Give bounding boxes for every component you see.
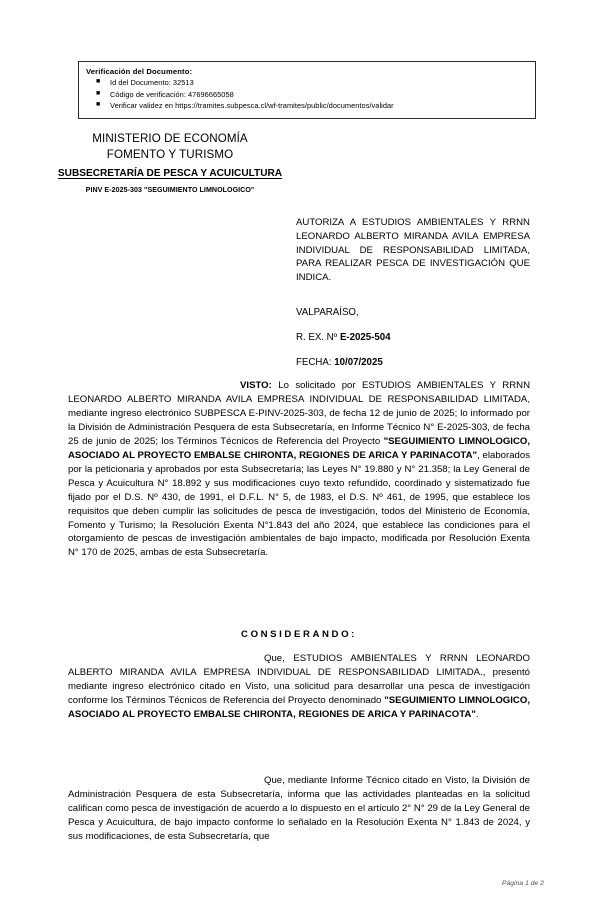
ministry-line-1: MINISTERIO DE ECONOMÍA: [92, 132, 248, 145]
visto-heading: VISTO:: [240, 380, 272, 391]
considerando-heading: CONSIDERANDO:: [241, 629, 357, 640]
visto-text-part-2: , elaborados por la peticionaria y aprobados por esta Subsecretaría; las Leyes N° 19.880 y N° 21.358; la Ley General de Pesca y Acuicultura N° 18.892 y sus modificaciones cuyo texto refundido, coordinado y sistematizado fue fijado por el D.S. Nº 430, de 1991, el D.F.L. N° 5, de 1983, el D.S. Nº 461, de 1995, que establece los requisitos que deben cumplir las solicitudes de pesca de investigación, todos del Ministerio de Economía, Fomento y Turismo; la Resolución Exenta N°1.843 del año 2024, que establece las condiciones para el otorgamiento de pescas de investigación ambientales de bajo impacto, modificada por Resolución Exenta N° 170 de 2025, ambas de esta Subsecretaría.: [68, 449, 530, 559]
place-line: VALPARAÍSO,: [296, 307, 359, 318]
resolution-subject: AUTORIZA A ESTUDIOS AMBIENTALES Y RRNN LEONARDO ALBERTO MIRANDA AVILA EMPRESA INDIVIDUAL DE RESPONSABILIDAD LIMITADA, PARA REALIZAR PESCA DE INVESTIGACIÓN QUE INDICA.: [296, 217, 530, 284]
resolution-number-line: [296, 331, 534, 345]
resolution-number-value: E-2025-504: [339, 332, 391, 344]
ministry-line-2: FOMENTO Y TURISMO: [106, 147, 234, 161]
visto-project-title: "SEGUIMIENTO LIMNOLOGICO, ASOCIADO AL PROYECTO EMBALSE CHIRONTA, REGIONES DE ARICA Y PARINACOTA": [68, 435, 531, 461]
verification-item-code: [86, 89, 531, 100]
subsecretaria-title: SUBSECRETARÍA DE PESCA Y ACUICULTURA: [57, 168, 283, 180]
project-code-reference: PINV E-2025-303 "SEGUIMIENTO LIMNOLOGICO": [85, 186, 255, 195]
verification-url-text[interactable]: Verificar validez en https://tramites.subpesca.cl/wf-tramites/public/documentos/validar: [110, 101, 394, 111]
bullet-icon: ■: [96, 78, 101, 86]
verification-item-text: Código de verificación: 47696665058: [110, 89, 234, 99]
visto-text-part-1: Lo solicitado por ESTUDIOS AMBIENTALES Y RRNN LEONARDO ALBERTO MIRANDA AVILA EMPRESA INDIVIDUAL DE RESPONSABILIDAD LIMITADA, mediante ingreso electrónico SUBPESCA E-PINV-2025-303, de fecha 12 de junio de 2025; lo informado por la División de Administración Pesquera de esta Subsecretaría, en Informe Técnico N° E-2025-303, de fecha 25 de junio de 2025; los Términos Técnicos de Referencia del Proyecto: [68, 380, 530, 447]
considerando-paragraph-1-text: [68, 652, 530, 722]
bullet-icon: ■: [96, 89, 101, 97]
considerando-paragraph-1: [68, 652, 530, 722]
considerando-paragraph-2: [68, 774, 530, 844]
bullet-icon: ■: [96, 101, 101, 109]
date-label: FECHA:: [296, 357, 332, 369]
visto-paragraph: [68, 379, 530, 560]
cons-1-text-part-1: Que, ESTUDIOS AMBIENTALES Y RRNN LEONARDO ALBERTO MIRANDA AVILA EMPRESA INDIVIDUAL DE RESPONSABILIDAD LIMITADA., presentó mediante ingreso electrónico citado en Visto, una solicitud para desarrollar una pesca de investigación conforme los Términos Técnicos de Referencia del Proyecto denominado: [68, 653, 530, 706]
verification-box: [78, 61, 536, 119]
verification-list: [86, 77, 531, 111]
resolution-number-label: R. EX. Nº: [296, 332, 338, 344]
visto-section: [68, 379, 530, 560]
organization-header: [46, 131, 294, 196]
considerando-paragraph-2-text: [68, 774, 530, 844]
verification-item-url[interactable]: [86, 100, 531, 111]
date-line: [296, 356, 534, 370]
cons-1-project-title: "SEGUIMIENTO LIMNOLOGICO, ASOCIADO AL PROYECTO EMBALSE CHIRONTA, REGIONES DE ARICA Y PARINACOTA": [68, 694, 530, 720]
verification-item-text: Id del Documento: 32513: [110, 78, 194, 88]
page-indicator: Página 1 de 2: [502, 880, 544, 887]
verification-title: Verificación del Documento:: [86, 67, 193, 76]
cons-2-text: Que, mediante Informe Técnico citado en Visto, la División de Administración Pesquera de esta Subsecretaría, informa que las actividades planteadas en la solicitud califican como pesca de investigación de acuerdo a lo dispuesto en el artículo 2° N° 29 de la Ley General de Pesca y Acuicultura, de bajo impacto conforme lo señalado en la Resolución Exenta N° 1.843 de 2024, y sus modificaciones, de esta Subsecretaría, que: [68, 775, 530, 842]
resolution-meta: [296, 306, 534, 370]
verification-item-document-id: [86, 77, 531, 88]
date-value: 10/07/2025: [334, 357, 383, 369]
cons-1-text-part-2: .: [475, 708, 479, 720]
